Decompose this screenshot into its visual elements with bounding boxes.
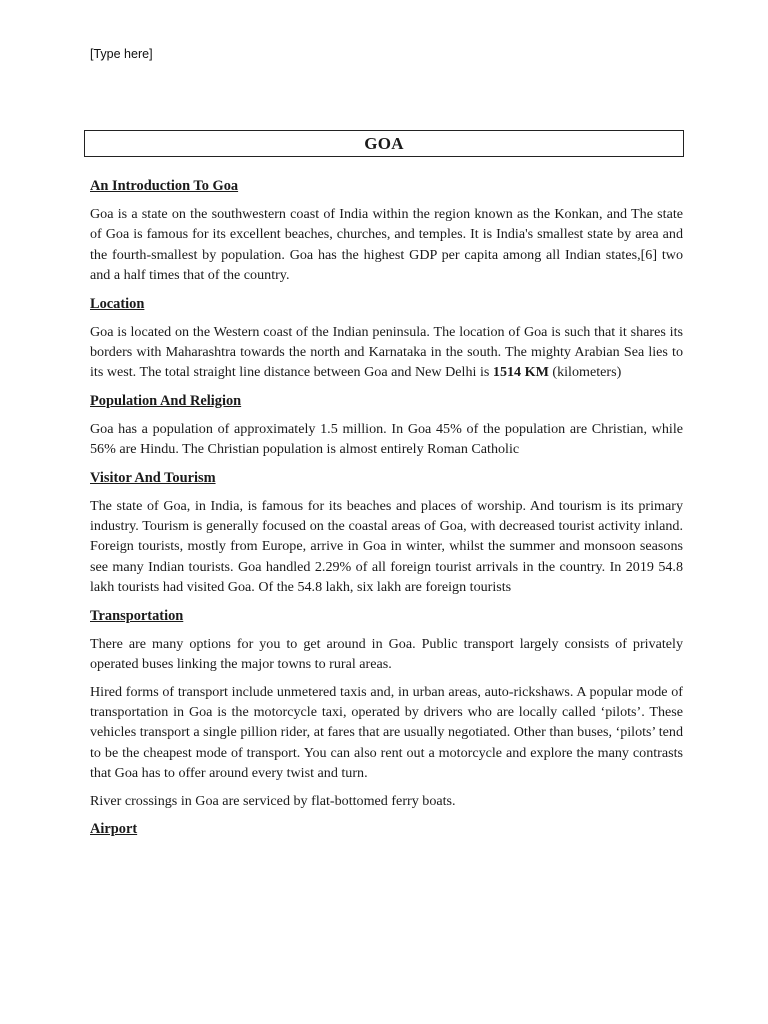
heading-airport: Airport [90, 820, 138, 837]
heading-visitor-tourism: Visitor And Tourism [90, 469, 216, 486]
paragraph-introduction: Goa is a state on the southwestern coast of India within the region known as the Konkan, and The state of Goa is famous for its excellent beaches, churches, and temples. It is India's smallest state by area and the fourth-smallest by population. Goa has the highest GDP per capita among all Indian states,[6] two and a half times that of the country. [90, 206, 683, 284]
paragraph-transportation-1: There are many options for you to get around in Goa. Public transport largely consists of privately operated buses linking the major towns to rural areas. [90, 635, 683, 673]
paragraph-location [90, 322, 683, 383]
heading-transportation: Transportation [90, 607, 184, 624]
paragraph-transportation-2: Hired forms of transport include unmetered taxis and, in urban areas, auto-rickshaws. A popular mode of transportation in Goa is the motorcycle taxi, operated by drivers who are locally called ‘pilots’. These vehicles transport a single pillion rider, at fares that are usually negotiated. Other than buses, ‘pilots’ tend to be the cheapest mode of transport. You can also rent out a motorcycle and explore the many contrasts that Goa has to offer around every twist and turn. [90, 683, 683, 782]
location-distance: 1514 KM [492, 364, 549, 381]
heading-location: Location [90, 295, 145, 312]
paragraph-transportation-3: River crossings in Goa are serviced by flat-bottomed ferry boats. [90, 792, 456, 809]
paragraph-population-religion: Goa has a population of approximately 1.5 million. In Goa 45% of the population are Christian, while 56% are Hindu. The Christian population is almost entirely Roman Catholic [90, 420, 683, 458]
heading-population-religion: Population And Religion [90, 392, 242, 409]
location-text-before: Goa is located on the Western coast of the Indian peninsula. The location of Goa is such that it shares its borders with Maharashtra towards the north and Karnataka in the south. The mighty Arabian Sea lies to its west. The total straight line distance between Goa and New Delhi is [90, 323, 683, 381]
header-placeholder: [Type here] [90, 47, 153, 61]
document-page [90, 130, 683, 838]
heading-introduction: An Introduction To Goa [90, 178, 239, 194]
location-text-after: (kilometers) [548, 364, 622, 381]
document-title: GOA [84, 130, 684, 157]
paragraph-visitor-tourism: The state of Goa, in India, is famous for its beaches and places of worship. And tourism is its primary industry. Tourism is generally focused on the coastal areas of Goa, with decreased tourist activity inland. Foreign tourists, mostly from Europe, arrive in Goa in winter, whilst the summer and monsoon seasons see many Indian tourists. Goa handled 2.29% of all foreign tourist arrivals in the country. In 2019 54.8 lakh tourists had visited Goa. Of the 54.8 lakh, six lakh are foreign tourists [90, 497, 683, 596]
